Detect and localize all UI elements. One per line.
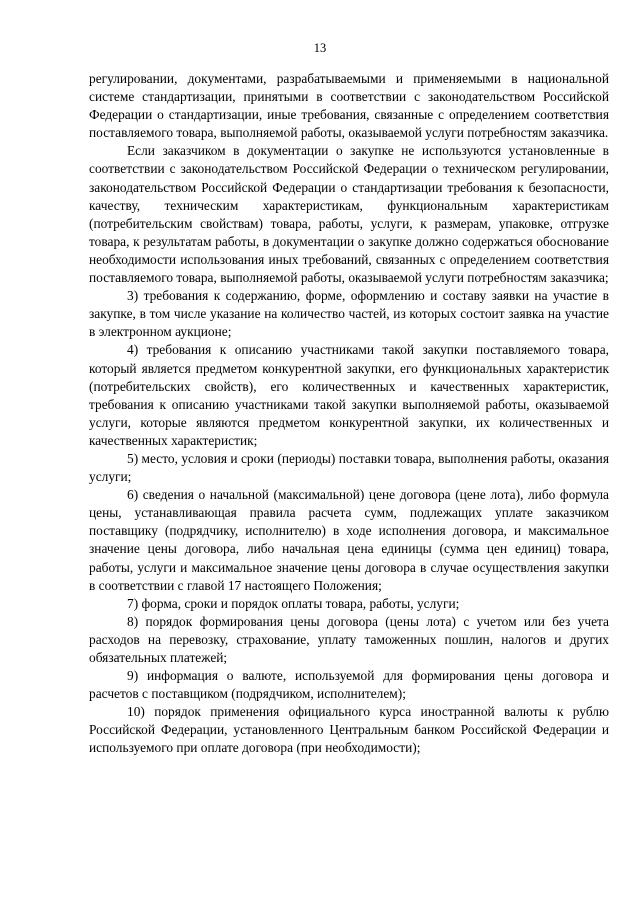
paragraph: 3) требования к содержанию, форме, оформлению и составу заявки на участие в закупке, в том числе указание на количество частей, из которых состоит заявка на участие в электронном аукционе;: [89, 288, 609, 340]
paragraph: 8) порядок формирования цены договора (цены лота) с учетом или без учета расходов на перевозку, страхование, уплату таможенных пошлин, налогов и других обязательных платежей;: [89, 613, 609, 665]
paragraph: 7) форма, сроки и порядок оплаты товара, работы, услуги;: [127, 595, 460, 611]
paragraph: 5) место, условия и сроки (периоды) поставки товара, выполнения работы, оказания услуги;: [89, 450, 609, 485]
paragraph: 6) сведения о начальной (максимальной) цене договора (цене лота), либо формула цены, устанавливающая правила расчета сумм, подлежащих уплате заказчиком поставщику (подрядчику, исполнителю) в ходе исполнения договора, и максимальное значение цены договора, либо начальная цена единицы (сумма цен единиц) товара, работы, услуги и максимальное значение цены договора в случае осуществления закупки в соответствии с главой 17 настоящего Положения;: [89, 487, 609, 593]
paragraph: 9) информация о валюте, используемой для формирования цены договора и расчетов с поставщиком (подрядчиком, исполнителем);: [89, 668, 609, 702]
paragraph: 4) требования к описанию участниками такой закупки поставляемого товара, который является предметом конкурентной закупки, его функциональных характеристик (потребительских свойств), его количественных и качественных характеристик, требования к описанию участниками такой закупки выполняемой работы, оказываемой услуги, которые являются предметом конкурентной закупки, их количественных и качественных характеристик;: [89, 342, 609, 448]
paragraph: регулировании, документами, разрабатываемыми и применяемыми в национальной системе стандартизации, принятыми в соответствии с законодательством Российской Федерации о стандартизации, иные требования, связанные с определением соответствия поставляемого товара, выполняемой работы, оказываемой услуги потребностям заказчика.: [89, 71, 609, 141]
page-number: 13: [313, 41, 327, 55]
paragraph: 10) порядок применения официального курса иностранной валюты к рублю Российской Федерации, установленного Центральным банком Российской Федерации и используемого при оплате договора (при необходимости);: [89, 704, 609, 756]
document-body: [89, 70, 609, 758]
paragraph: Если заказчиком в документации о закупке не используются установленные в соответствии с законодательством Российской Федерации о техническом регулировании, законодательством Российской Федерации о стандартизации требования к безопасности, качеству, техническим характеристикам, функциональным характеристикам (потребительским свойствам) товара, работы, услуги, к размерам, упаковке, отгрузке товара, к результатам работы, в документации о закупке должно содержаться обоснование необходимости использования иных требований, связанных с определением соответствия поставляемого товара, выполняемой работы, оказываемой услуги потребностям заказчика;: [89, 143, 609, 286]
